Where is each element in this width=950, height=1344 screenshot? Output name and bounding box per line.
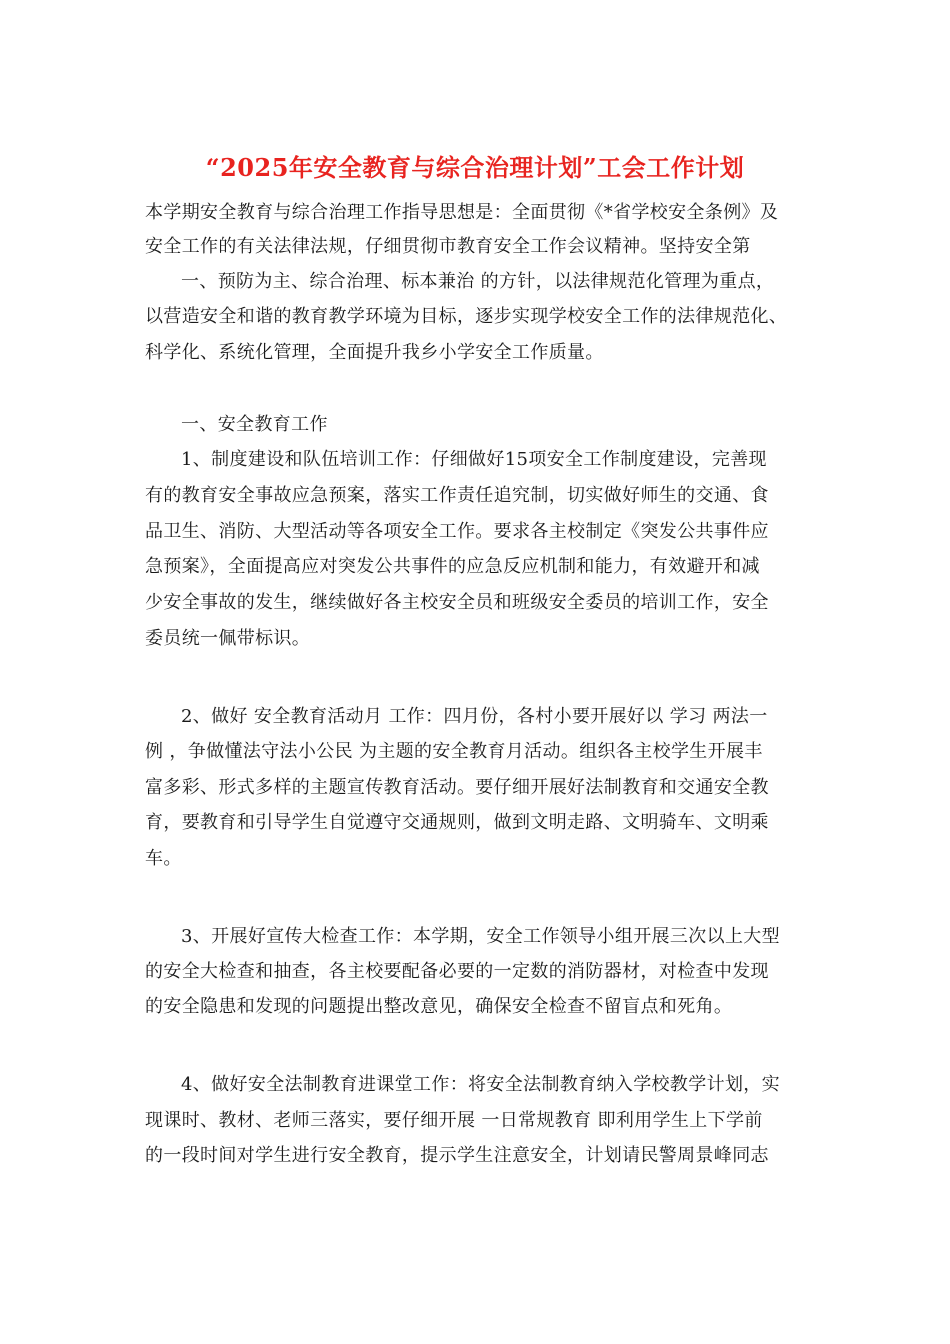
body-line: 1、制度建设和队伍培训工作：仔细做好15项安全工作制度建设，完善现 <box>181 449 767 470</box>
body-line: 车。 <box>145 848 182 869</box>
body-line: 安全工作的有关法律法规，仔细贯彻市教育安全工作会议精神。坚持安全第 <box>145 236 751 257</box>
body-line: 一、预防为主、综合治理、标本兼治 的方针，以法律规范化管理为重点， <box>181 271 775 292</box>
body-line: 科学化、系统化管理，全面提升我乡小学安全工作质量。 <box>145 342 604 363</box>
body-line: 的安全大检查和抽查，各主校要配备必要的一定数的消防器材，对检查中发现 <box>145 961 769 982</box>
body-line: 以营造安全和谐的教育教学环境为目标，逐步实现学校安全工作的法律规范化、 <box>145 306 788 327</box>
document-title: “2025年安全教育与综合治理计划”工会工作计划 <box>205 153 745 182</box>
body-line: 育，要教育和引导学生自觉遵守交通规则，做到文明走路、文明骑车、文明乘 <box>145 812 769 833</box>
body-line: 有的教育安全事故应急预案，落实工作责任追究制，切实做好师生的交通、食 <box>145 485 769 506</box>
body-line: 现课时、教材、老师三落实，要仔细开展 一日常规教育 即利用学生上下学前 <box>145 1110 763 1131</box>
body-line: 富多彩、形式多样的主题宣传教育活动。要仔细开展好法制教育和交通安全教 <box>145 777 769 798</box>
body-line: 例 ，争做懂法守法小公民 为主题的安全教育月活动。组织各主校学生开展丰 <box>145 741 763 762</box>
body-line: 委员统一佩带标识。 <box>145 628 311 649</box>
body-line: 的一段时间对学生进行安全教育，提示学生注意安全，计划请民警周景峰同志 <box>145 1145 769 1166</box>
body-line: 急预案》，全面提高应对突发公共事件的应急反应机制和能力，有效避开和减 <box>145 556 760 577</box>
body-line: 少安全事故的发生，继续做好各主校安全员和班级安全委员的培训工作，安全 <box>145 592 769 613</box>
section-heading: 一、安全教育工作 <box>181 414 328 435</box>
body-line: 品卫生、消防、大型活动等各项安全工作。要求各主校制定《突发公共事件应 <box>145 521 769 542</box>
body-line: 3、开展好宣传大检查工作：本学期，安全工作领导小组开展三次以上大型 <box>181 926 780 947</box>
body-line: 4、做好安全法制教育进课堂工作：将安全法制教育纳入学校教学计划，实 <box>181 1074 780 1095</box>
body-line: 的安全隐患和发现的问题提出整改意见，确保安全检查不留盲点和死角。 <box>145 996 733 1017</box>
body-line: 2、做好 安全教育活动月 工作：四月份，各村小要开展好以 学习 两法一 <box>181 706 768 727</box>
body-line: 本学期安全教育与综合治理工作指导思想是：全面贯彻《*省学校安全条例》及 <box>145 202 779 223</box>
